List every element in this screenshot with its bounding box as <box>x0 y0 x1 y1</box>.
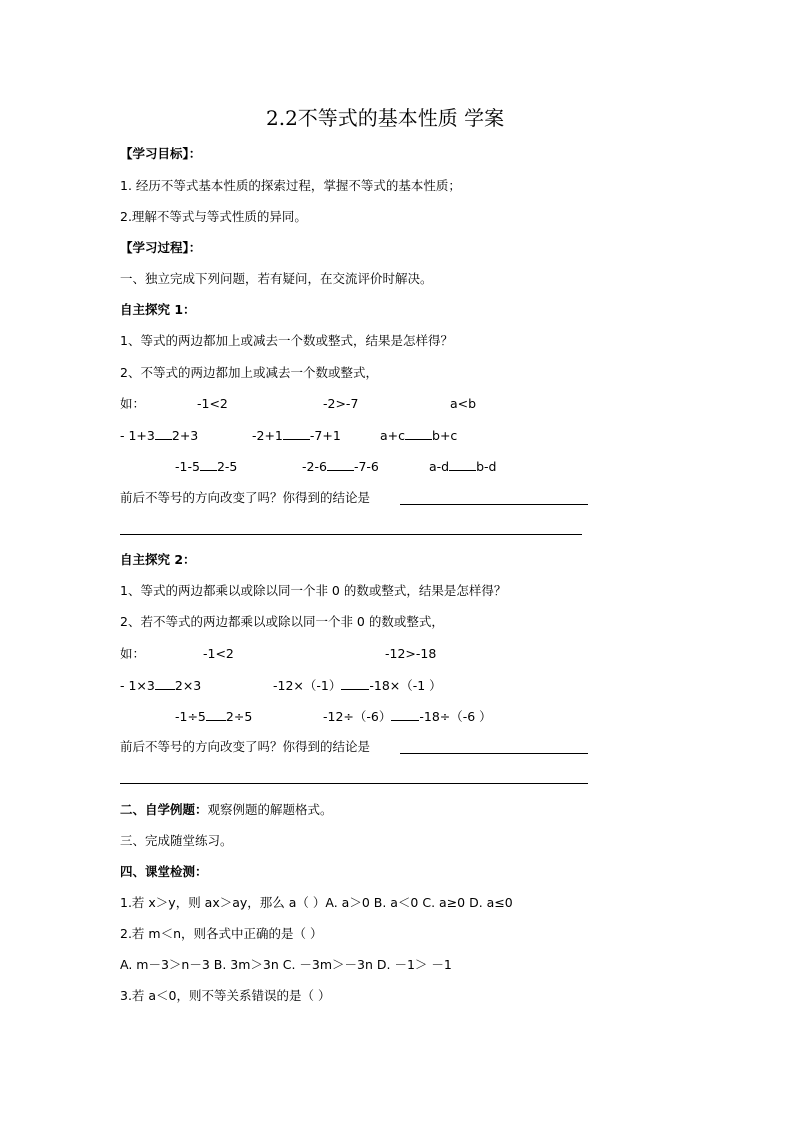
explore-1-question-2: 2、不等式的两边都加上或减去一个数或整式， <box>120 365 378 380</box>
fill-blank-item <box>380 427 457 444</box>
fill-blank-item <box>175 458 237 475</box>
page-title: 2.2不等式的基本性质 学案 <box>266 106 505 130</box>
answer-blank[interactable] <box>327 458 354 471</box>
answer-line[interactable] <box>120 534 582 535</box>
expression-left: -12÷（-6） <box>323 709 392 724</box>
part-3-line: 三、完成随堂练习。 <box>120 833 233 848</box>
part-2-heading: 二、自学例题： <box>120 802 208 817</box>
expression-left: - 1×3 <box>120 678 155 693</box>
part-4-heading: 四、课堂检测： <box>120 864 208 879</box>
expression-left: -1-5 <box>175 459 200 474</box>
expression-left: -2-6 <box>302 459 327 474</box>
fill-blank-item <box>175 708 252 725</box>
fill-blank-item <box>120 427 198 444</box>
explore-2-heading: 自主探究 2： <box>120 552 196 567</box>
example-label: 如： <box>120 646 146 661</box>
part-1-instruction: 一、独立完成下列问题，若有疑问，在交流评价时解决。 <box>120 271 433 286</box>
example-inequality: -2>-7 <box>323 396 359 411</box>
quiz-question-2: 2.若 m＜n，则各式中正确的是（ ） <box>120 926 323 941</box>
answer-blank[interactable] <box>155 427 172 440</box>
example-inequality: a<b <box>450 396 477 411</box>
quiz-options-2: A. m－3＞n－3 B. 3m＞3n C. －3m＞－3n D. －1＞ －1 <box>120 957 452 972</box>
fill-blank-item <box>323 708 492 725</box>
expression-right: -18÷（-6 ） <box>419 709 492 724</box>
answer-blank[interactable] <box>206 708 226 721</box>
expression-right: 2+3 <box>171 428 199 443</box>
explore-2-question-1: 1、等式的两边都乘以或除以同一个非 0 的数或整式，结果是怎样得？ <box>120 583 507 598</box>
expression-right: b+c <box>432 428 458 443</box>
answer-blank[interactable] <box>283 427 310 440</box>
objective-1: 1. 经历不等式基本性质的探索过程，掌握不等式的基本性质； <box>120 178 461 193</box>
answer-line[interactable] <box>400 504 588 505</box>
expression-right: 2÷5 <box>225 709 253 724</box>
quiz-question-3: 3.若 a＜0，则不等关系错误的是（ ） <box>120 988 331 1003</box>
expression-right: -18×（-1 ） <box>369 678 442 693</box>
answer-blank[interactable] <box>341 677 369 690</box>
answer-line[interactable] <box>120 783 588 784</box>
fill-blank-item <box>252 427 341 444</box>
example-label: 如： <box>120 396 146 411</box>
answer-line[interactable] <box>400 753 588 754</box>
fill-blank-item <box>273 677 442 694</box>
expression-right: -7+1 <box>309 428 341 443</box>
expression-right: 2×3 <box>174 678 202 693</box>
explore-1-question-1: 1、等式的两边都加上或减去一个数或整式，结果是怎样得？ <box>120 333 453 348</box>
fill-blank-item <box>120 677 201 694</box>
conclusion-prompt: 前后不等号的方向改变了吗？你得到的结论是 <box>120 490 371 505</box>
explore-1-heading: 自主探究 1： <box>120 302 196 317</box>
expression-left: -1÷5 <box>175 709 206 724</box>
expression-right: -7-6 <box>353 459 379 474</box>
expression-left: a+c <box>380 428 406 443</box>
expression-left: a-d <box>429 459 450 474</box>
answer-blank[interactable] <box>405 427 432 440</box>
conclusion-prompt: 前后不等号的方向改变了吗？你得到的结论是 <box>120 739 371 754</box>
fill-blank-item <box>429 458 497 475</box>
answer-blank[interactable] <box>391 708 419 721</box>
objectives-heading: 【学习目标】： <box>120 146 202 161</box>
fill-blank-item <box>302 458 379 475</box>
example-inequality: -12>-18 <box>385 646 437 661</box>
example-inequality: -1<2 <box>197 396 228 411</box>
expression-left: -12×（-1） <box>273 678 342 693</box>
quiz-question-1: 1.若 x＞y，则 ax＞ay，那么 a（ ）A. a＞0 B. a＜0 C. a≥0 D. a≤0 <box>120 895 513 910</box>
explore-2-question-2: 2、若不等式的两边都乘以或除以同一个非 0 的数或整式， <box>120 614 444 629</box>
expression-right: b-d <box>476 459 497 474</box>
part-2-text: 观察例题的解题格式。 <box>207 802 333 817</box>
answer-blank[interactable] <box>200 458 217 471</box>
expression-left: - 1+3 <box>120 428 155 443</box>
process-heading: 【学习过程】： <box>120 240 202 255</box>
part-2-line <box>120 802 333 818</box>
expression-left: -2+1 <box>252 428 283 443</box>
objective-2: 2.理解不等式与等式性质的异同。 <box>120 209 307 224</box>
example-inequality: -1<2 <box>203 646 234 661</box>
answer-blank[interactable] <box>155 677 175 690</box>
answer-blank[interactable] <box>449 458 476 471</box>
expression-right: 2-5 <box>216 459 238 474</box>
